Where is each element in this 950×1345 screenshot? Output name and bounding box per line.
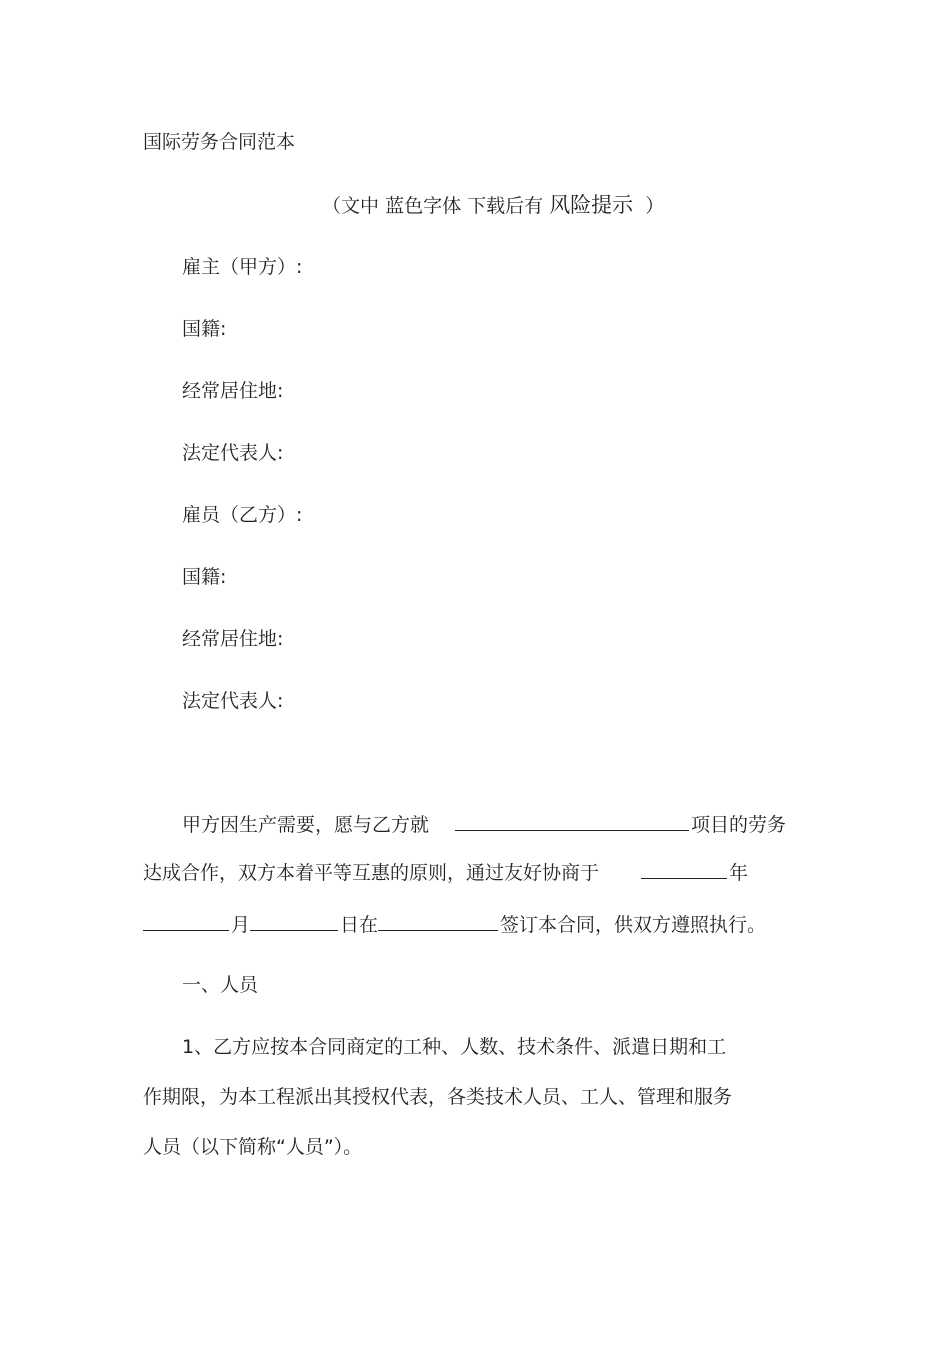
preamble-text: 甲方因生产需要，愿与乙方就: [182, 814, 430, 836]
party-a-representative: 法定代表人:: [182, 442, 284, 464]
project-blank: [455, 812, 689, 831]
preamble-line-1: [182, 812, 786, 838]
month-blank: [143, 912, 229, 931]
place-blank: [378, 912, 498, 931]
party-b-representative: 法定代表人:: [182, 690, 284, 712]
notice-part2: 下载后有: [467, 195, 544, 217]
preamble-text: 月: [231, 914, 251, 936]
preamble-text: 项目的劳务: [691, 814, 787, 836]
preamble-text: 达成合作，双方本着平等互惠的原则，通过友好协商于: [143, 862, 600, 884]
risk-notice: [322, 192, 664, 219]
party-b-label: 雇员（乙方）:: [182, 504, 303, 526]
notice-part1: 蓝色字体: [385, 195, 462, 217]
notice-close: ）: [645, 195, 665, 217]
clause-1-line-1: 1、乙方应按本合同商定的工种、人数、技术条件、派遣日期和工: [182, 1036, 727, 1058]
section-1-heading: 一、人员: [182, 974, 259, 996]
party-a-residence: 经常居住地:: [182, 380, 284, 402]
preamble-line-3: [143, 912, 766, 938]
party-a-label: 雇主（甲方）:: [182, 256, 303, 278]
clause-1-line-2: 作期限，为本工程派出其授权代表，各类技术人员、工人、管理和服务: [143, 1086, 733, 1108]
year-blank: [641, 860, 727, 879]
party-b-residence: 经常居住地:: [182, 628, 284, 650]
notice-open: （文中: [322, 195, 380, 217]
preamble-line-2: [143, 860, 748, 886]
preamble-text: 签订本合同，供双方遵照执行。: [500, 914, 767, 936]
notice-part3: 风险提示: [549, 193, 634, 217]
party-a-nationality: 国籍:: [182, 318, 227, 340]
preamble-text: 日在: [340, 914, 379, 936]
day-blank: [250, 912, 338, 931]
document-title: 国际劳务合同范本: [143, 131, 296, 153]
preamble-text: 年: [729, 862, 749, 884]
party-b-nationality: 国籍:: [182, 566, 227, 588]
clause-1-line-3: 人员（以下简称“人员”）。: [143, 1136, 363, 1158]
